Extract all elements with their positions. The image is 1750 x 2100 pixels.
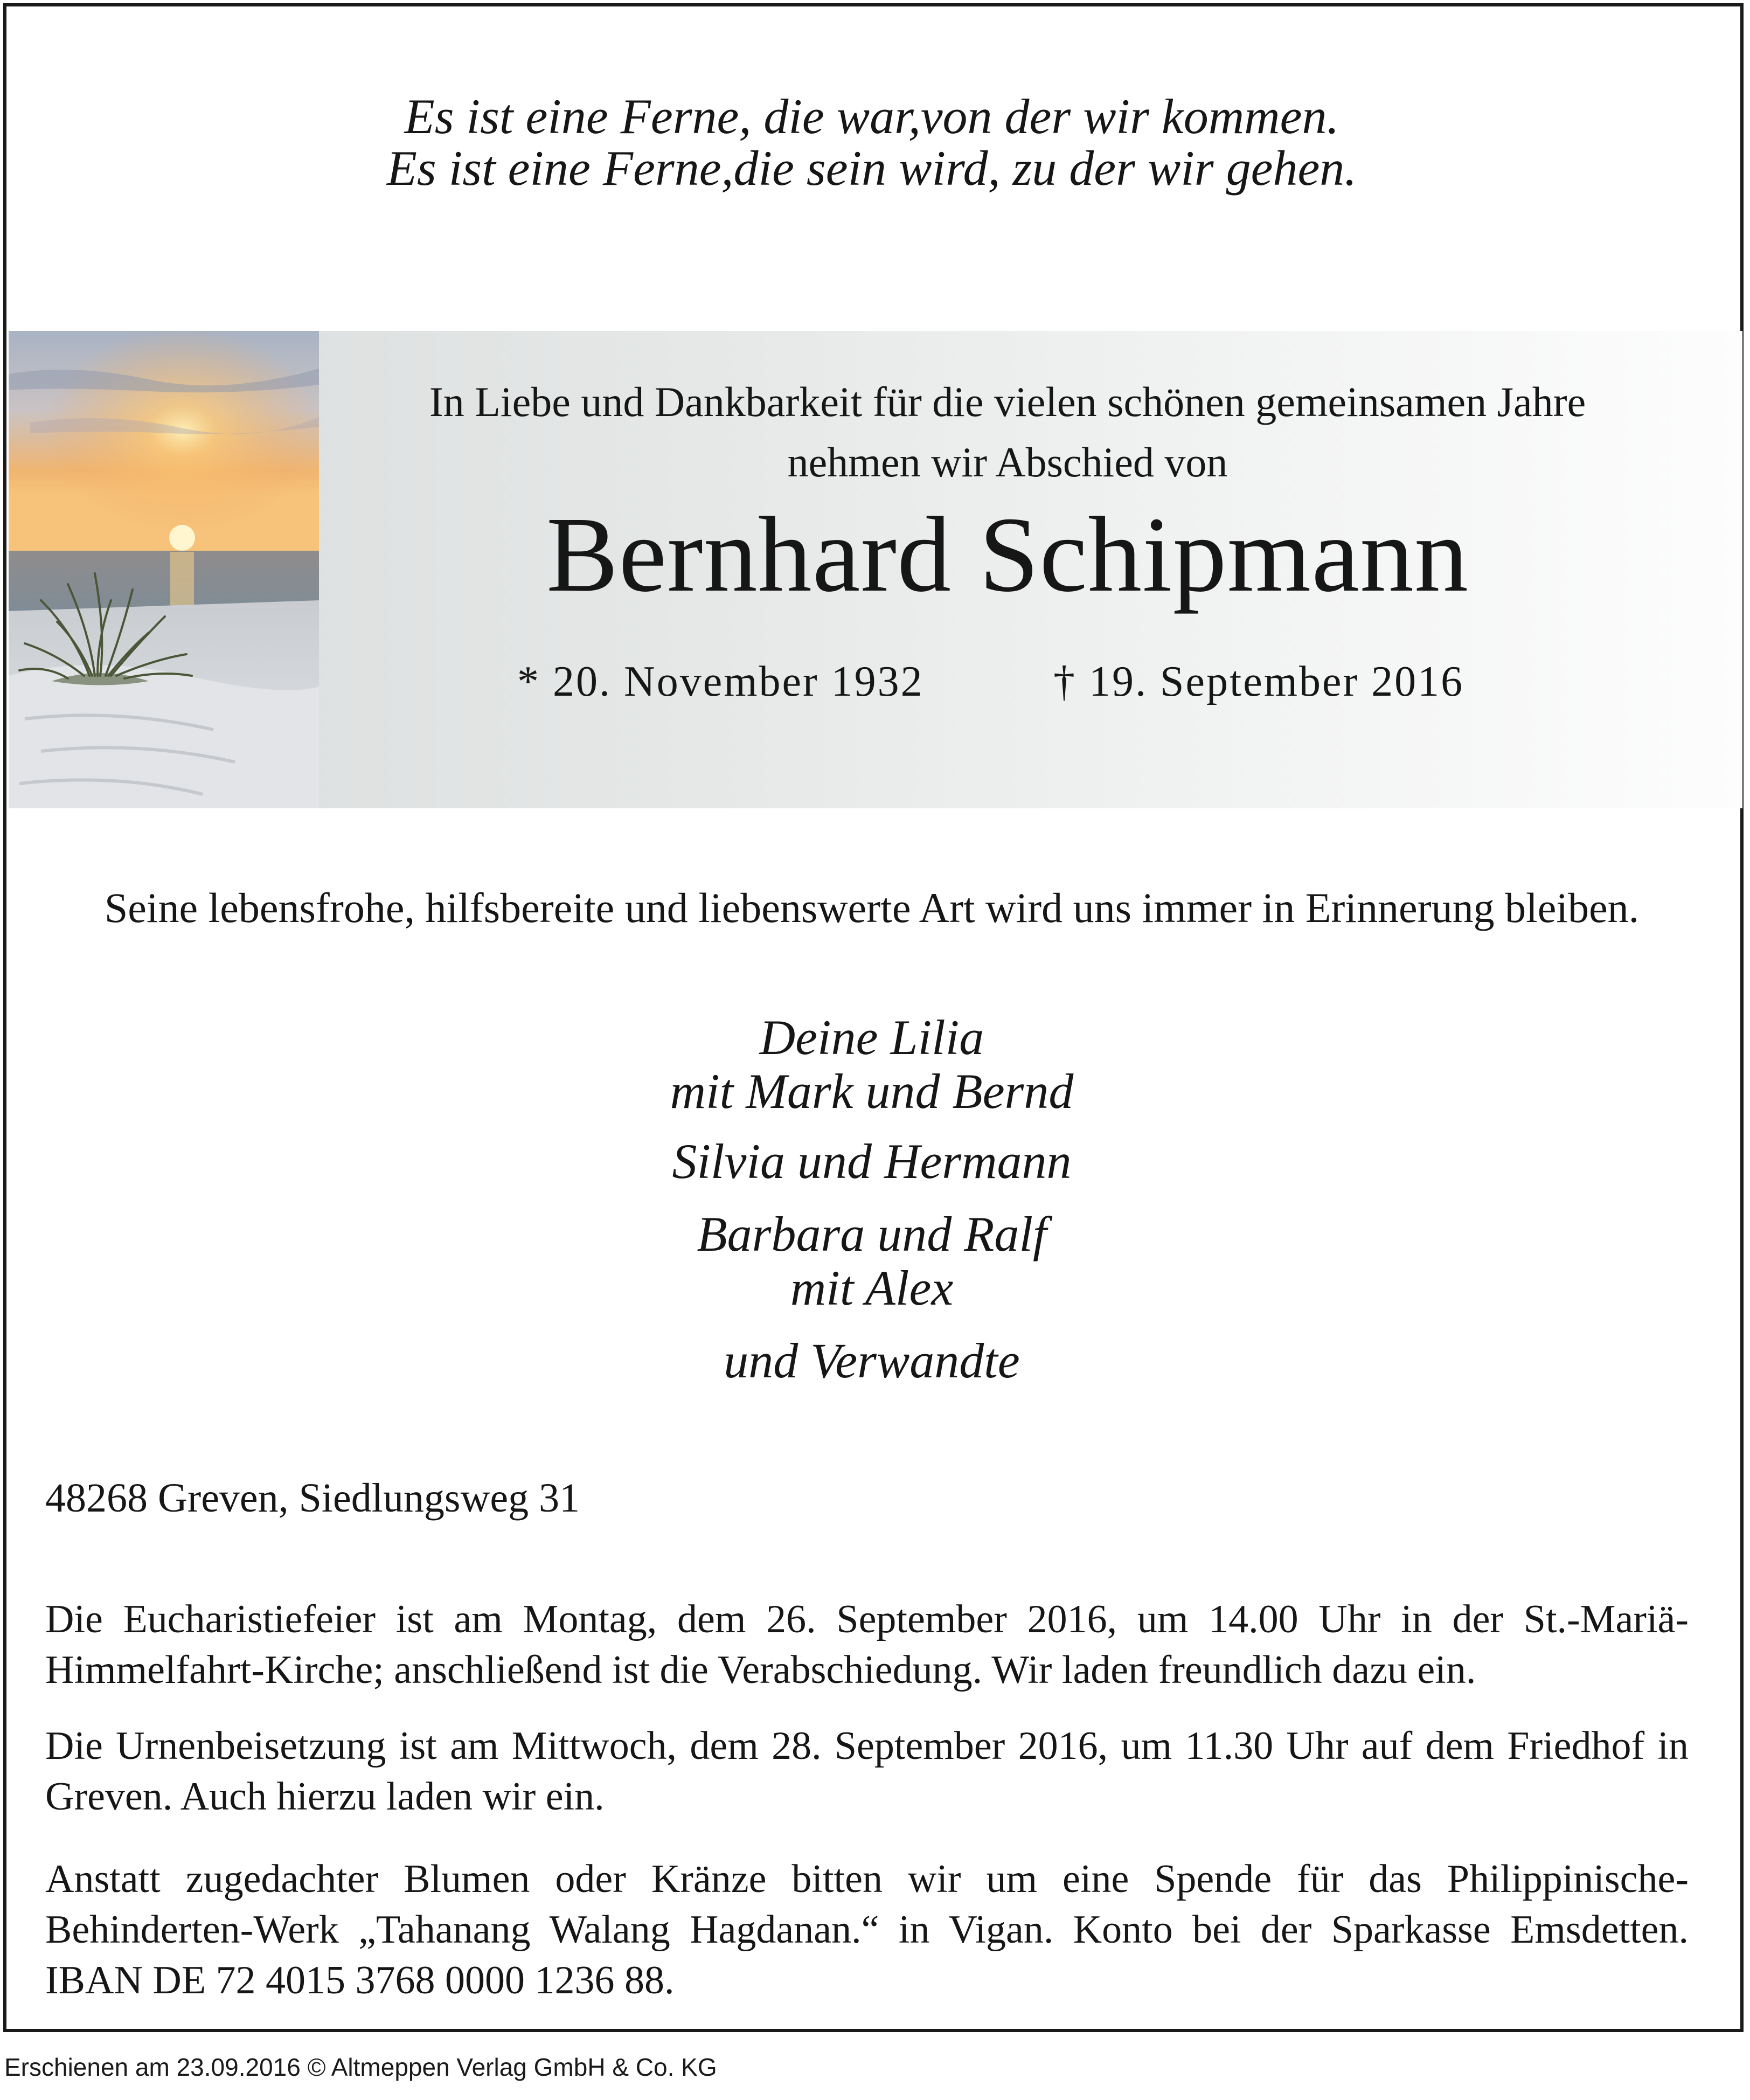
sunset-beach-photo — [9, 331, 319, 808]
family-name-5: mit Alex — [790, 1260, 954, 1315]
publication-footer: Erschienen am 23.09.2016 © Altmeppen Verlag GmbH & Co. KG — [4, 2053, 717, 2081]
motto — [0, 91, 1744, 194]
family-address: 48268 Greven, Siedlungsweg 31 — [45, 1475, 580, 1521]
family-name-6: und Verwandte — [724, 1333, 1020, 1388]
burial-paragraph: Die Urnenbeisetzung ist am Mittwoch, dem 28. September 2016, um 11.30 Uhr auf dem Friedhof in Greven. Auch hierzu laden wir ein. — [45, 1724, 1689, 1819]
tribute-text: Seine lebensfrohe, hilfsbereite und liebenswerte Art wird uns immer in Erinnerung bleiben. — [104, 884, 1640, 931]
family-name-3: Silvia und Hermann — [672, 1134, 1072, 1189]
birth-date: * 20. November 1932 — [517, 658, 924, 705]
intro-line-2: nehmen wir Abschied von — [787, 439, 1228, 486]
donation-paragraph: Anstatt zugedachter Blumen oder Kränze bitten wir um eine Spende für das Philippinische-Behinderten-Werk „Tahanang Walang Hagdanan.“ in Vigan. Konto bei der Sparkasse Emsdetten. IBAN DE 72 4015 3768 0000 1236 88. — [45, 1857, 1689, 2002]
mass-paragraph: Die Eucharistiefeier ist am Montag, dem 26. September 2016, um 14.00 Uhr in der St.-Mariä-Himmelfahrt-Kirche; anschließend ist die Verabschiedung. Wir laden freundlich dazu ein. — [45, 1597, 1689, 1692]
death-date: † 19. September 2016 — [1053, 658, 1464, 705]
intro-line-1: In Liebe und Dankbarkeit für die vielen schönen gemeinsamen Jahre — [429, 378, 1586, 425]
motto-line-2: Es ist eine Ferne,die sein wird, zu der wir gehen. — [386, 141, 1357, 196]
announcement-intro — [302, 372, 1713, 493]
motto-line-1: Es ist eine Ferne, die war,von der wir kommen. — [404, 89, 1339, 144]
family-name-2: mit Mark und Bernd — [670, 1064, 1074, 1119]
deceased-name: Bernhard Schipmann — [546, 495, 1469, 614]
family-name-1: Deine Lilia — [759, 1010, 984, 1065]
family-name-4: Barbara und Ralf — [697, 1207, 1047, 1262]
